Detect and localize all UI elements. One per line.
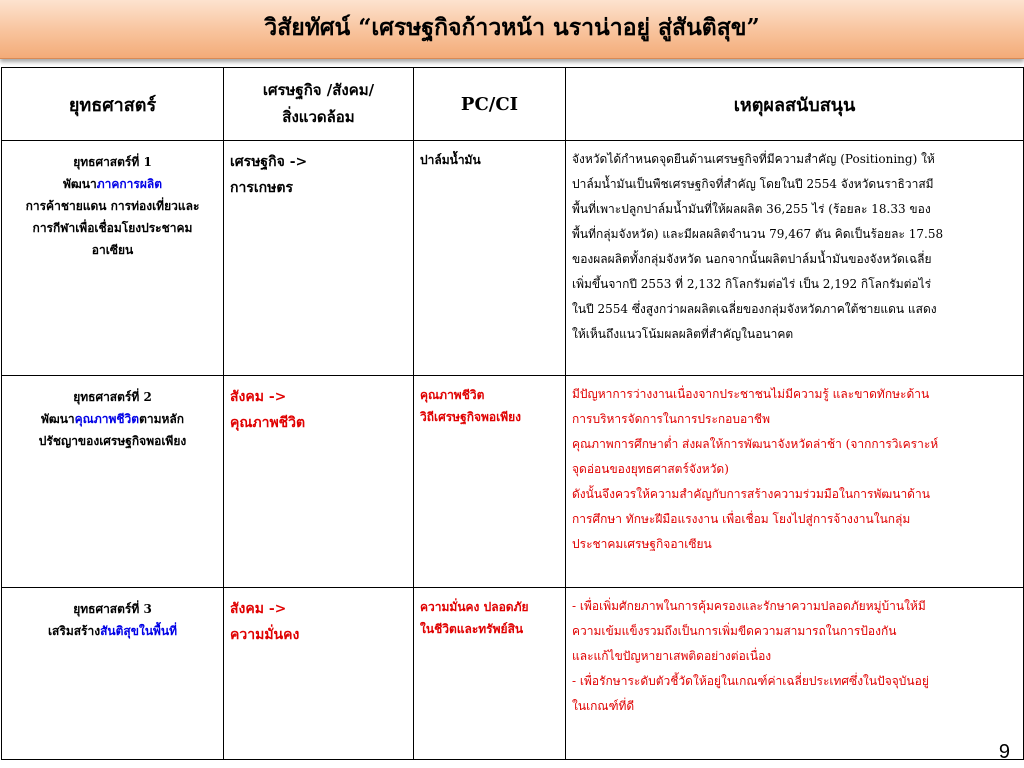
pcci-item: วิถีเศรษฐกิจพอเพียง	[420, 410, 522, 424]
strategy-number: ยุทธศาสตร์ที่ 2	[73, 390, 152, 404]
strategy-detail: อาเซียน	[91, 243, 134, 257]
strategy-cell	[2, 376, 224, 588]
reason-line: ปาล์มน้ำมันเป็นพืชเศรษฐกิจที่สำคัญ โดยในปี 2554 จังหวัดนราธิวาสมี	[572, 177, 934, 191]
reason-line: คุณภาพการศึกษาต่ำ ส่งผลให้การพัฒนาจังหวัดล่าช้า (จากการวิเคราะห์	[572, 437, 939, 451]
reason-line: ดังนั้นจึงควรให้ความสำคัญกับการสร้างความร่วมมือในการพัฒนาด้าน	[572, 487, 930, 501]
strategy-cell	[2, 588, 224, 760]
reason-line: พื้นที่กลุ่มจังหวัด) และมีผลผลิตจำนวน 79,467 ตัน คิดเป็นร้อยละ 17.58	[572, 227, 944, 241]
reason-line: ของผลผลิตทั้งกลุ่มจังหวัด นอกจากนั้นผลิตปาล์มน้ำมันของจังหวัดเฉลี่ย	[572, 252, 932, 266]
header-strategy: ยุทธศาสตร์	[2, 68, 224, 141]
strategy-cell	[2, 141, 224, 376]
table-row	[2, 376, 1024, 588]
reason-line: จุดอ่อนของยุทธศาสตร์จังหวัด)	[572, 462, 729, 476]
table-row	[2, 588, 1024, 760]
strategy-title: เสริมสร้างสันติสุขในพื้นที่	[47, 624, 178, 638]
domain-cell	[224, 588, 414, 760]
page-number: 9	[998, 741, 1010, 763]
domain-category: สังคม ->	[230, 389, 287, 405]
strategy-title: พัฒนาภาคการผลิต	[62, 177, 162, 191]
strategy-highlight: คุณภาพชีวิต	[74, 412, 140, 426]
strategy-table	[1, 67, 1024, 760]
reason-line: ให้เห็นถึงแนวโน้มผลผลิตที่สำคัญในอนาคต	[572, 327, 794, 341]
domain-category: สังคม ->	[230, 601, 287, 617]
strategy-number: ยุทธศาสตร์ที่ 1	[73, 155, 152, 169]
reason-line: การบริหารจัดการในการประกอบอาชีพ	[572, 412, 770, 426]
reason-line: มีปัญหาการว่างงานเนื่องจากประชาชนไม่มีความรู้ และขาดทักษะด้าน	[572, 387, 930, 401]
pcci-cell	[414, 588, 566, 760]
reason-line: พื้นที่เพาะปลูกปาล์มน้ำมันที่ให้ผลผลิต 36,255 ไร่ (ร้อยละ 18.33 ของ	[572, 202, 931, 216]
reason-line: - เพื่อเพิ่มศักยภาพในการคุ้มครองและรักษาความปลอดภัยหมู่บ้านให้มี	[572, 599, 926, 613]
table-header-row	[2, 68, 1024, 141]
pcci-item: ในชีวิตและทรัพย์สิน	[420, 622, 524, 636]
pcci-item: คุณภาพชีวิต	[420, 388, 485, 402]
pcci-cell	[414, 376, 566, 588]
header-pcci: PC/CI	[414, 68, 566, 141]
reason-line: ประชาคมเศรษฐกิจอาเซียน	[572, 537, 712, 551]
reasons-cell	[566, 376, 1024, 588]
domain-subcategory: ความมั่นคง	[230, 627, 300, 643]
pcci-item: ปาล์มน้ำมัน	[420, 153, 481, 167]
strategy-detail: การค้าชายแดน การท่องเที่ยวและ	[25, 199, 200, 213]
strategy-detail: ปรัชญาของเศรษฐกิจพอเพียง	[38, 434, 187, 448]
reason-line: - เพื่อรักษาระดับตัวชี้วัดให้อยู่ในเกณฑ์ค่าเฉลี่ยประเทศซึ่งในปัจจุบันอยู่	[572, 674, 929, 688]
domain-cell	[224, 376, 414, 588]
reason-line: ความเข้มแข็งรวมถึงเป็นการเพิ่มขีดความสามารถในการป้องกัน	[572, 624, 897, 638]
domain-category: เศรษฐกิจ ->	[230, 154, 308, 170]
strategy-highlight: สันติสุขในพื้นที่	[100, 624, 178, 638]
table-row	[2, 141, 1024, 376]
header-domain-line1: เศรษฐกิจ /สังคม/	[262, 81, 375, 99]
pcci-item: ความมั่นคง ปลอดภัย	[420, 600, 529, 614]
reasons-cell	[566, 588, 1024, 760]
header-domain	[224, 68, 414, 141]
header-domain-line2: สิ่งแวดล้อม	[282, 108, 355, 126]
pcci-cell	[414, 141, 566, 376]
domain-subcategory: การเกษตร	[230, 180, 293, 196]
reasons-cell	[566, 141, 1024, 376]
reason-line: และแก้ไขปัญหายาเสพติดอย่างต่อเนื่อง	[572, 649, 772, 663]
slide-title: วิสัยทัศน์ “เศรษฐกิจก้าวหน้า นราน่าอยู่ สู่สันติสุข”	[0, 0, 1024, 59]
reason-line: ในเกณฑ์ที่ดี	[572, 699, 635, 713]
reason-line: จังหวัดได้กำหนดจุดยืนด้านเศรษฐกิจที่มีความสำคัญ (Positioning) ให้	[572, 152, 935, 166]
strategy-highlight: ภาคการผลิต	[96, 177, 162, 191]
domain-subcategory: คุณภาพชีวิต	[230, 415, 306, 431]
reason-line: เพิ่มขึ้นจากปี 2553 ที่ 2,132 กิโลกรัมต่อไร่ เป็น 2,192 กิโลกรัมต่อไร่	[572, 277, 932, 291]
strategy-number: ยุทธศาสตร์ที่ 3	[73, 602, 152, 616]
header-reasons: เหตุผลสนับสนุน	[566, 68, 1024, 141]
reason-line: การศึกษา ทักษะฝีมือแรงงาน เพื่อเชื่อม โยงไปสู่การจ้างงานในกลุ่ม	[572, 512, 911, 526]
strategy-detail: การกีฬาเพื่อเชื่อมโยงประชาคม	[32, 221, 193, 235]
reason-line: ในปี 2554 ซึ่งสูงกว่าผลผลิตเฉลี่ยของกลุ่มจังหวัดภาคใต้ชายแดน แสดง	[572, 302, 937, 316]
strategy-title: พัฒนาคุณภาพชีวิตตามหลัก	[40, 412, 185, 426]
domain-cell	[224, 141, 414, 376]
